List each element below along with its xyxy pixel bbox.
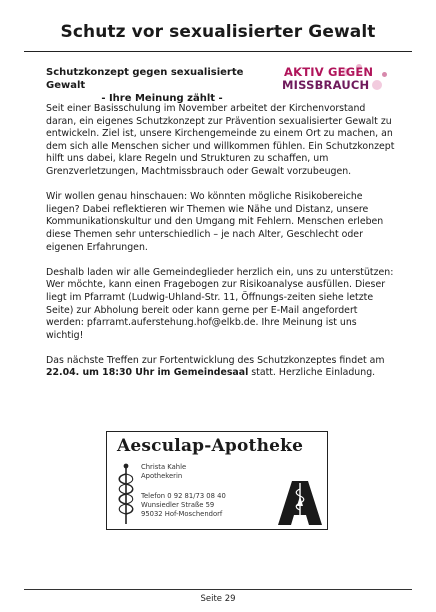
page-title: Schutz vor sexualisierter Gewalt (60, 22, 376, 42)
section-subheading: - Ihre Meinung zählt - (101, 93, 223, 104)
paragraph-meeting (46, 355, 396, 380)
pharmacist-info (141, 463, 186, 481)
pharmacy-name: Aesculap-Apotheke (117, 436, 304, 456)
meeting-date-time: 22.04. um 18:30 Uhr im Gemeindesaal (46, 367, 249, 379)
paragraph-invitation: Deshalb laden wir alle Gemeindeglieder herzlich ein, uns zu unterstützen: Wer möchte, kann einen Fragebogen zur Risikoanalyse ausfüllen. Dieser liegt im Pfarramt (Ludwig-Uhland-Str. 11, Öffnungs-zeiten siehe letzte Seite) zur Abholung bereit oder kann gerne per E-Mail angefordert werden: pfarramt.auferstehung.hof@elkb.de. Ihre Meinung ist uns wichtig! (46, 266, 394, 341)
pharmacy-advertisement (106, 431, 328, 530)
pharmacist-role: Apothekerin (141, 472, 183, 480)
footer-divider (24, 589, 412, 590)
caduceus-icon (115, 462, 137, 526)
pharmacist-name: Christa Kahle (141, 463, 187, 471)
meeting-text-after: statt. Herzliche Einladung. (248, 367, 376, 379)
paragraph-intro: Seit einer Basisschulung im November arbeitet der Kirchenvorstand daran, ein eigenes Schutzkonzept zur Prävention sexualisierter Gewalt zu entwickeln. Ziel ist, unsere Kirchengemeinde zu einem Ort zu machen, an dem sich alle Menschen sicher und willkommen fühlen. Ein Schutzkonzept hilft uns dabei, klare Regeln und Strukturen zu schaffen, um Grenzverletzungen, Machtmissbrauch oder Gewalt vorzubeugen. (46, 103, 395, 177)
campaign-logo (282, 66, 394, 92)
title-divider (24, 51, 412, 52)
pharmacy-street: Wunsiedler Straße 59 (141, 501, 215, 509)
meeting-text-before: Das nächste Treffen zur Fortentwicklung des Schutzkonzeptes findet am (46, 354, 385, 366)
pharmacy-phone: Telefon 0 92 81/73 08 40 (141, 492, 226, 500)
section-heading (46, 66, 278, 105)
campaign-logo-line1: AKTIV GEGEN (284, 65, 374, 79)
campaign-logo-line2: MISSBRAUCH (282, 78, 370, 92)
page-number: Seite 29 (200, 594, 236, 604)
article-body (46, 103, 396, 393)
section-heading-main: Schutzkonzept gegen sexualisierte Gewalt (46, 67, 244, 91)
pharmacy-city: 95032 Hof-Moschendorf (141, 510, 223, 518)
pharmacy-a-icon (277, 479, 323, 527)
paragraph-reflection: Wir wollen genau hinschauen: Wo könnten mögliche Risikobereiche liegen? Dabei reflektieren wir Themen wie Nähe und Distanz, unsere Kommunikationskultur und den Umgang mit Fehlern. Menschen erleben diese Themen sehr unterschiedlich – je nach Alter, Geschlecht oder eigenen Erfahrungen. (46, 191, 384, 253)
pharmacy-contact (141, 492, 226, 519)
